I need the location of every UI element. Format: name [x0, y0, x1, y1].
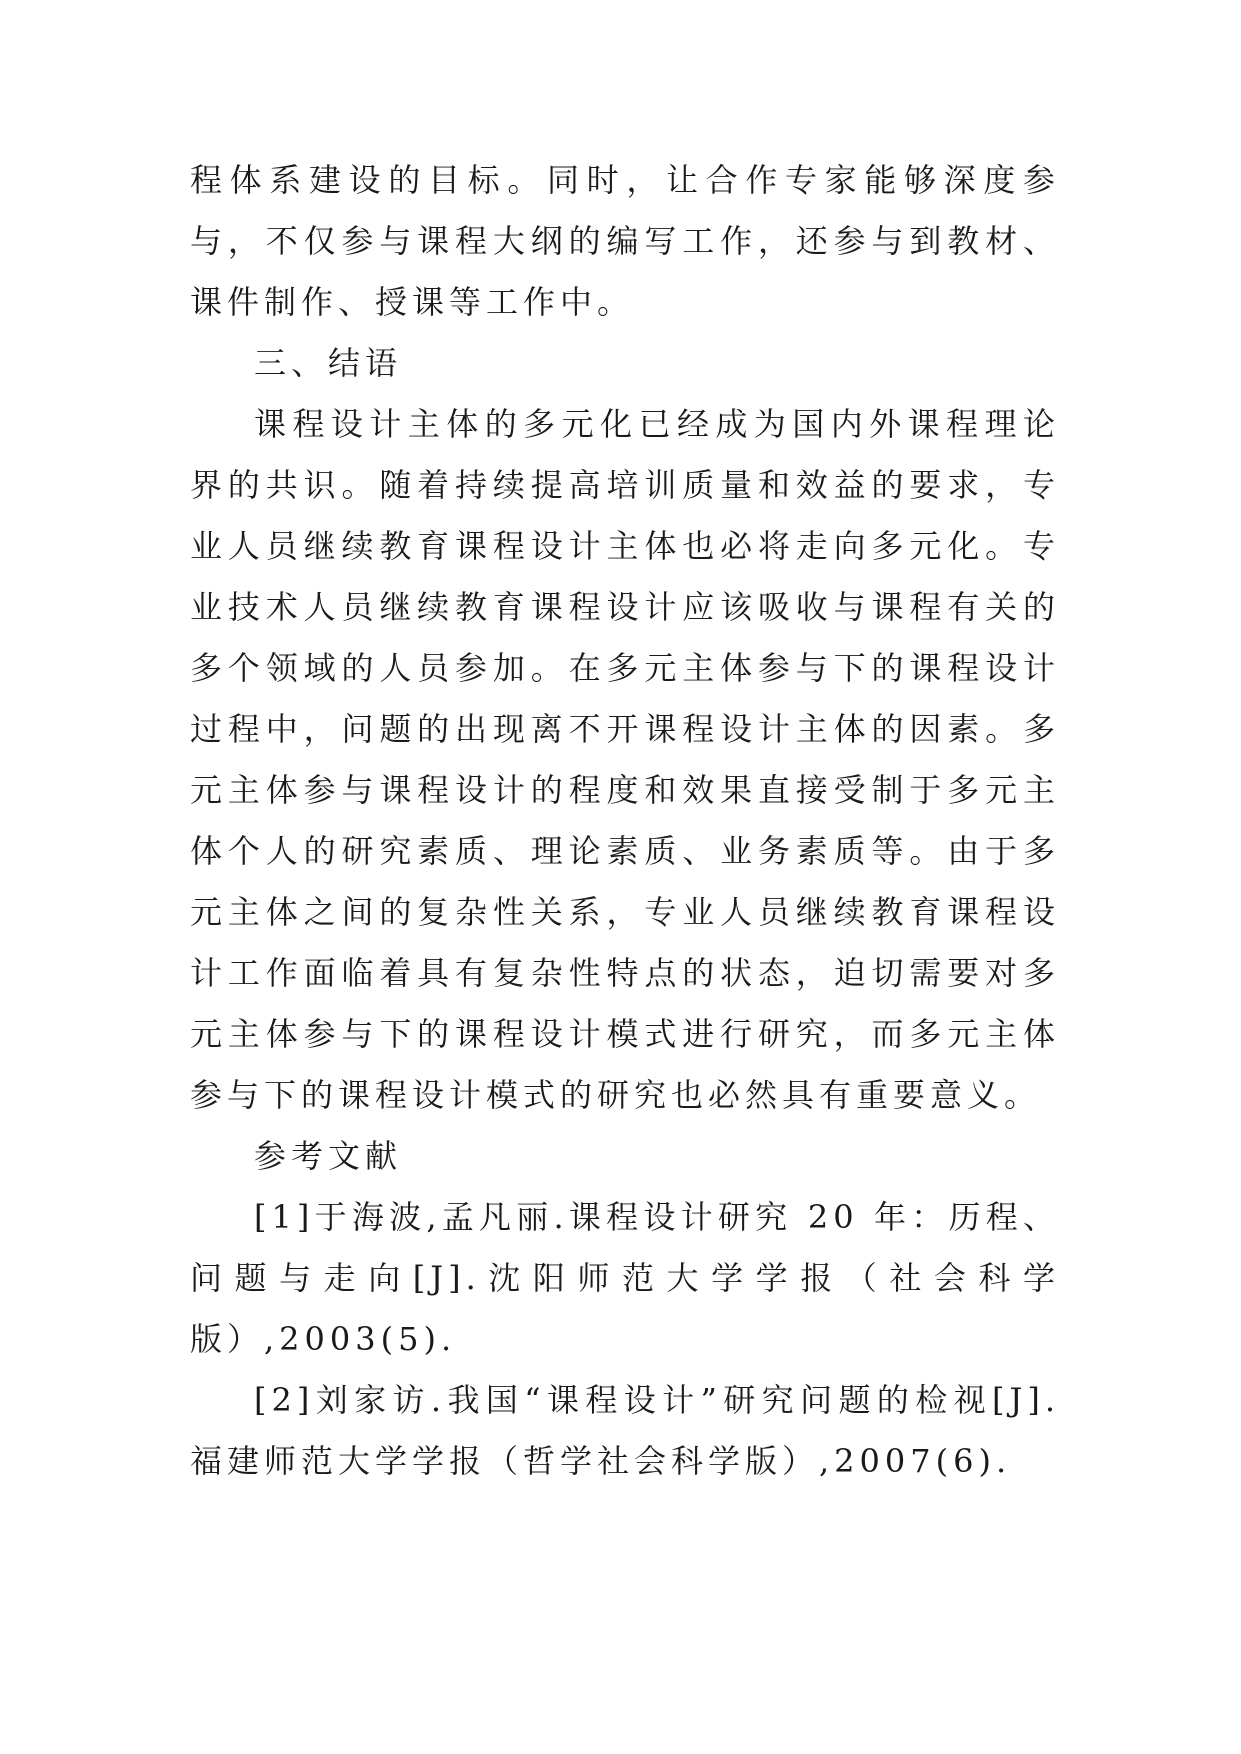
paragraph-conclusion-body: 课程设计主体的多元化已经成为国内外课程理论界的共识。随着持续提高培训质量和效益的要求，专业人员继续教育课程设计主体也必将走向多元化。专业技术人员继续教育课程设计应该吸收与课程有关的多个领域的人员参加。在多元主体参与下的课程设计过程中，问题的出现离不开课程设计主体的因素。多元主体参与课程设计的程度和效果直接受制于多元主体个人的研究素质、理论素质、业务素质等。由于多元主体之间的复杂性关系，专业人员继续教育课程设计工作面临着具有复杂性特点的状态，迫切需要对多元主体参与下的课程设计模式进行研究，而多元主体参与下的课程设计模式的研究也必然具有重要意义。 [190, 405, 1060, 1114]
document-page [190, 150, 1060, 1492]
section-heading-conclusion: 三、结语 [254, 344, 403, 382]
section-heading-references: 参考文献 [254, 1137, 403, 1175]
paragraph-continuation: 程体系建设的目标。同时，让合作专家能够深度参与，不仅参与课程大纲的编写工作，还参与到教材、课件制作、授课等工作中。 [190, 161, 1060, 321]
reference-item-1: [1]于海波,孟凡丽.课程设计研究 20 年：历程、问题与走向[J].沈阳师范大学学报（社会科学版）,2003(5). [190, 1198, 1060, 1358]
reference-item-2: [2]刘家访.我国“课程设计”研究问题的检视[J].福建师范大学学报（哲学社会科学版）,2007(6). [190, 1381, 1060, 1480]
